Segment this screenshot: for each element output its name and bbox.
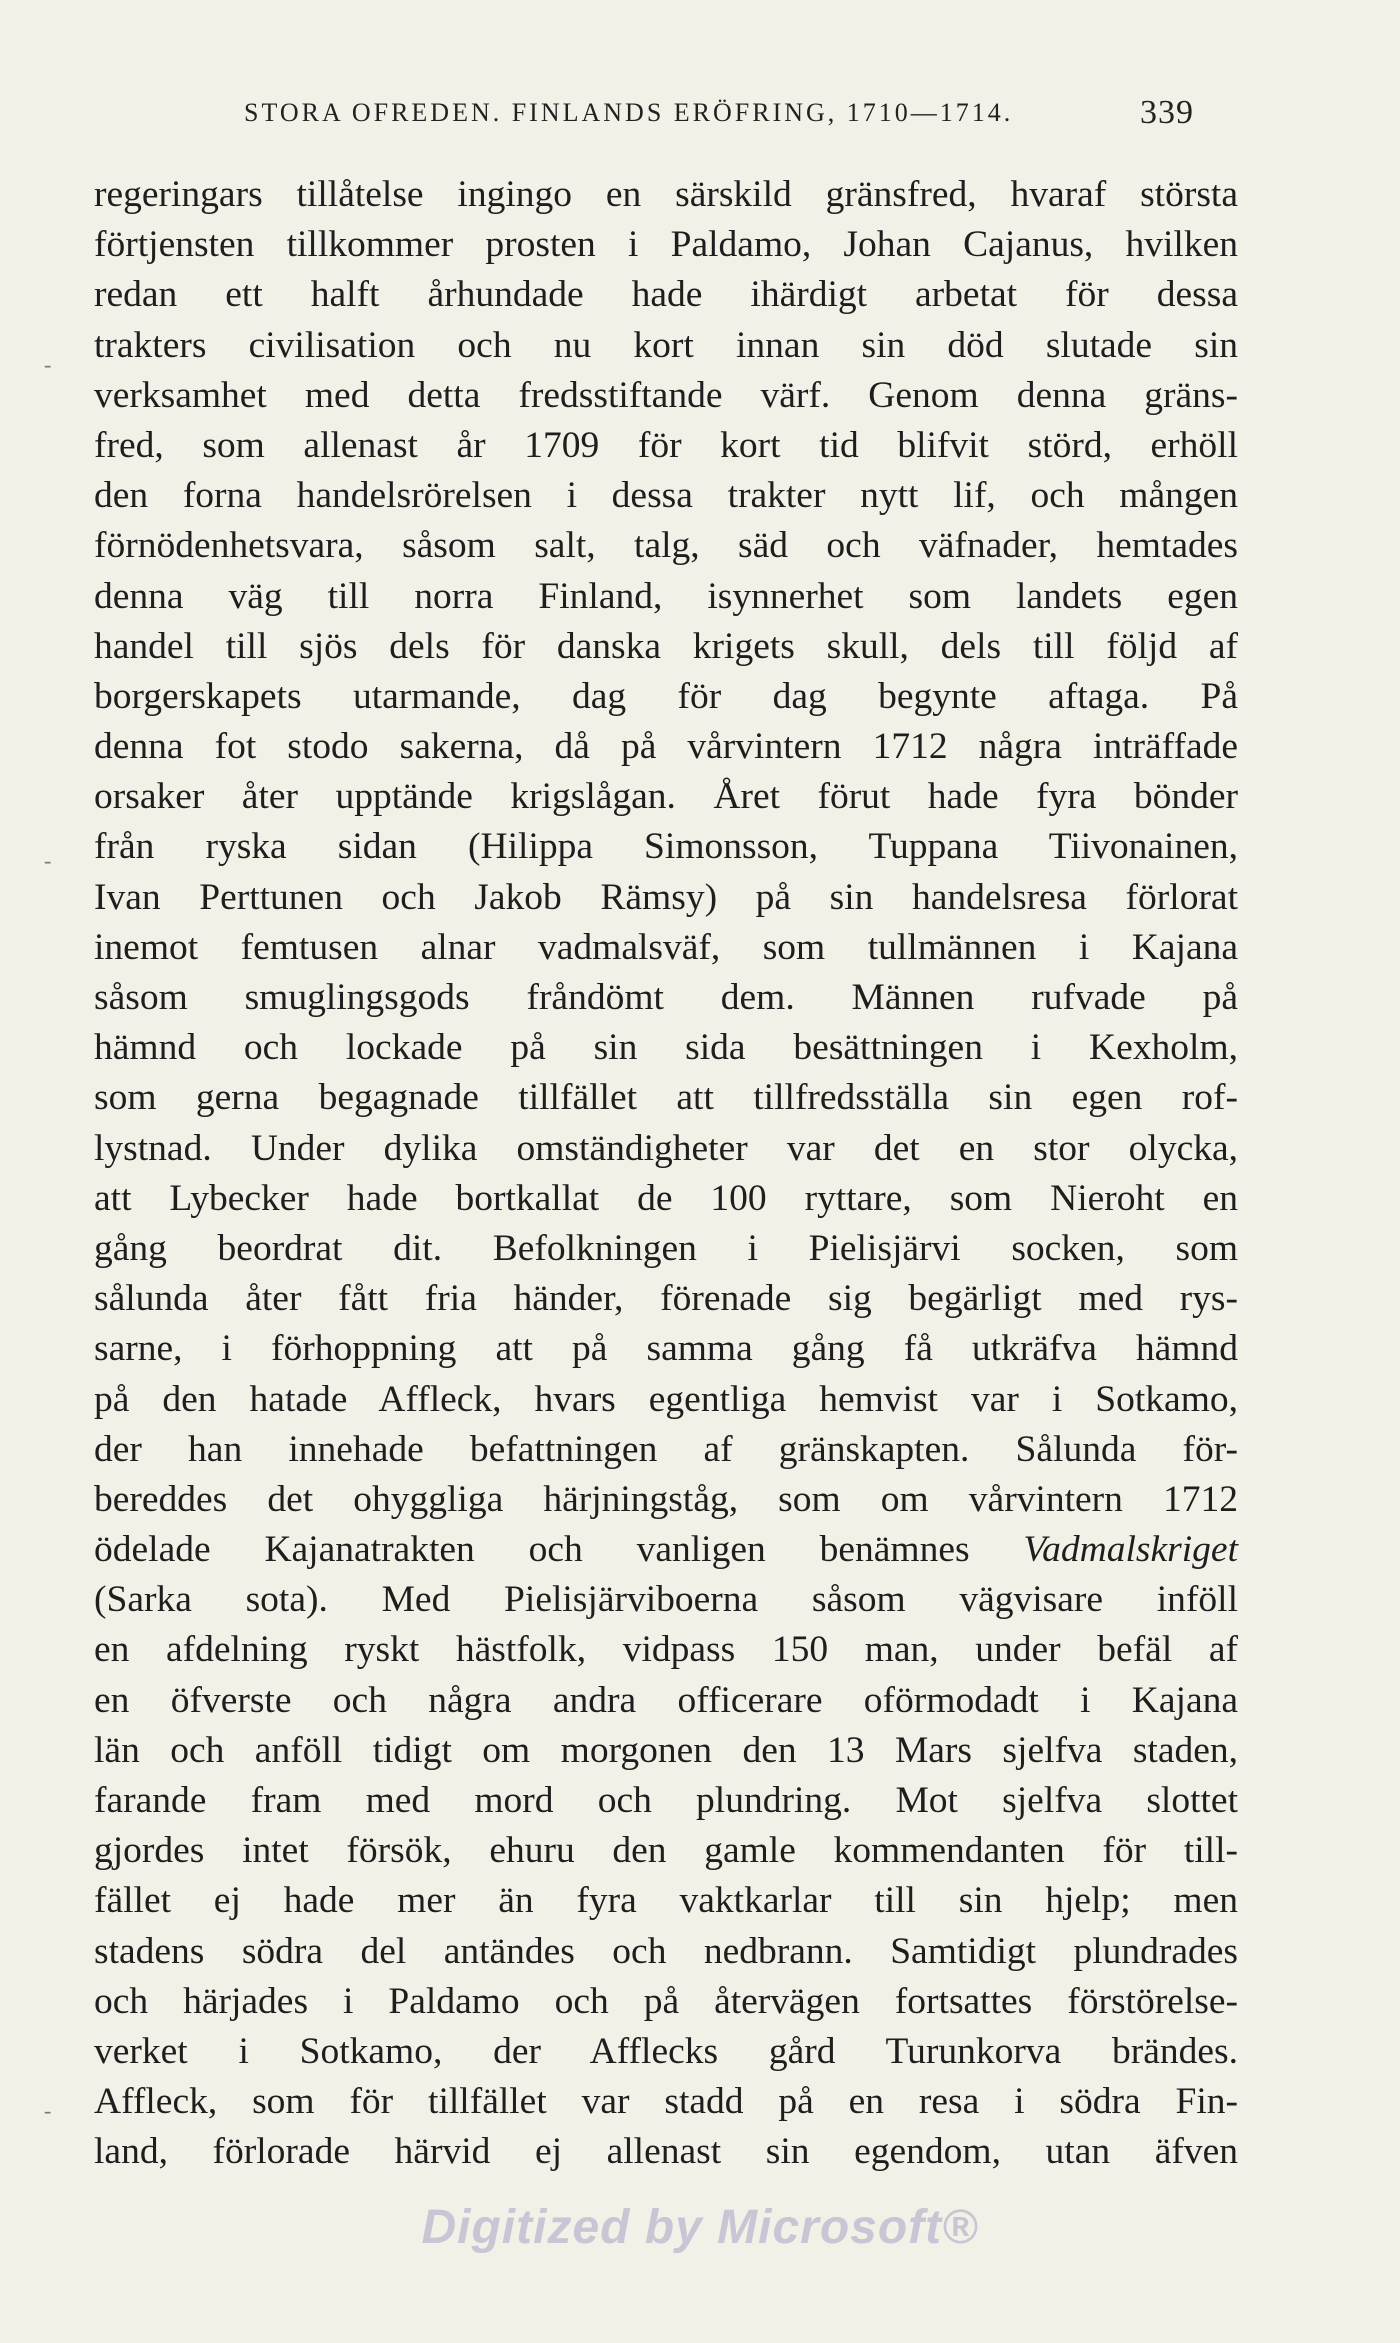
text-line: förtjensten tillkommer prosten i Paldamo, Johan Cajanus, hvilken <box>94 224 1238 266</box>
text-line: Affleck, som för tillfället var stadd på en resa i södra Fin- <box>94 2081 1238 2123</box>
running-head-title: STORA OFREDEN. FINLANDS ERÖFRING, 1710—1714. <box>244 98 1014 127</box>
page-number: 339 <box>1140 94 1194 131</box>
text-line: som gerna begagnade tillfället att tillfredsställa sin egen rof- <box>94 1077 1238 1119</box>
text-line: Ivan Perttunen och Jakob Rämsy) på sin handelsresa förlorat <box>94 876 1238 918</box>
text-line: farande fram med mord och plundring. Mot sjelfva slottet <box>94 1780 1238 1821</box>
text-line: och härjades i Paldamo och på återvägen fortsattes förstörelse- <box>94 1980 1238 2022</box>
text-line: den forna handelsrörelsen i dessa trakter nytt lif, och mången <box>94 475 1238 517</box>
text-line: en afdelning ryskt hästfolk, vidpass 150 man, under befäl af <box>94 1629 1238 1671</box>
text-line: handel till sjös dels för danska krigets skull, dels till följd af <box>94 625 1238 667</box>
text-line: från ryska sidan (Hilippa Simonsson, Tuppana Tiivonainen, <box>94 826 1238 868</box>
text-line: inemot femtusen alnar vadmalsväf, som tullmännen i Kajana <box>94 926 1238 968</box>
text-line: denna fot stodo sakerna, då på vårvintern 1712 några inträffade <box>94 726 1238 768</box>
text-line: sarne, i förhoppning att på samma gång få utkräfva hämnd <box>94 1328 1238 1370</box>
margin-speck: - <box>44 2098 52 2123</box>
text-line: verksamhet med detta fredsstiftande värf. Genom denna gräns- <box>94 374 1238 416</box>
text-line: lystnad. Under dylika omständigheter var det en stor olycka, <box>94 1127 1238 1169</box>
margin-speck: - <box>44 352 52 377</box>
text-line: hämnd och lockade på sin sida besättningen i Kexholm, <box>94 1027 1238 1069</box>
text-line: fred, som allenast år 1709 för kort tid blifvit störd, erhöll <box>94 424 1238 466</box>
text-line: förnödenhetsvara, såsom salt, talg, säd och väfnader, hemtades <box>94 525 1238 567</box>
text-line: en öfverste och några andra officerare oförmodadt i Kajana <box>94 1679 1238 1721</box>
text-line: trakters civilisation och nu kort innan sin död slutade sin <box>94 324 1238 366</box>
text-line: sålunda åter fått fria händer, förenade sig begärligt med rys- <box>94 1278 1238 1320</box>
text-line: regeringars tillåtelse ingingo en särskild gränsfred, hvaraf största <box>94 174 1238 215</box>
text-line: fället ej hade mer än fyra vaktkarlar till sin hjelp; men <box>94 1880 1238 1922</box>
text-line: verket i Sotkamo, der Afflecks gård Turunkorva brändes. <box>94 2030 1238 2072</box>
text-line: orsaker åter upptände krigslågan. Året förut hade fyra bönder <box>94 776 1238 818</box>
text-line: denna väg till norra Finland, isynnerhet som landets egen <box>94 575 1238 617</box>
text-line: såsom smuglingsgods fråndömt dem. Männen rufvade på <box>94 977 1238 1018</box>
text-line: redan ett halft århundade hade ihärdigt arbetat för dessa <box>94 274 1238 316</box>
text-line: (Sarka sota). Med Pielisjärviboerna såsom vägvisare inföll <box>94 1579 1238 1621</box>
text-line: borgerskapets utarmande, dag för dag begynte aftaga. På <box>94 675 1238 717</box>
text-line: ödelade Kajanatrakten och vanligen benämnes Vadmalskriget <box>94 1529 1238 1571</box>
text-line: att Lybecker hade bortkallat de 100 ryttare, som Nieroht en <box>94 1177 1238 1219</box>
text-line: bereddes det ohyggliga härjningståg, som om vårvintern 1712 <box>94 1478 1238 1520</box>
text-line: län och anföll tidigt om morgonen den 13 Mars sjelfva staden, <box>94 1729 1238 1771</box>
text-line: stadens södra del antändes och nedbrann. Samtidigt plundrades <box>94 1930 1238 1972</box>
running-head <box>244 94 1194 138</box>
digitization-watermark: Digitized by Microsoft® <box>421 2201 979 2254</box>
italic-term: Vadmalskriget <box>1023 1529 1238 1571</box>
text-line: på den hatade Affleck, hvars egentliga hemvist var i Sotkamo, <box>94 1378 1238 1420</box>
text-line: gjordes intet försök, ehuru den gamle kommendanten för till- <box>94 1830 1238 1872</box>
text-line: der han innehade befattningen af gränskapten. Sålunda för- <box>94 1428 1238 1470</box>
text-line: land, förlorade härvid ej allenast sin egendom, utan äfven <box>94 2131 1238 2173</box>
margin-speck: - <box>44 848 52 873</box>
body-text <box>94 170 1238 2178</box>
text-line: gång beordrat dit. Befolkningen i Pielisjärvi socken, som <box>94 1227 1238 1269</box>
